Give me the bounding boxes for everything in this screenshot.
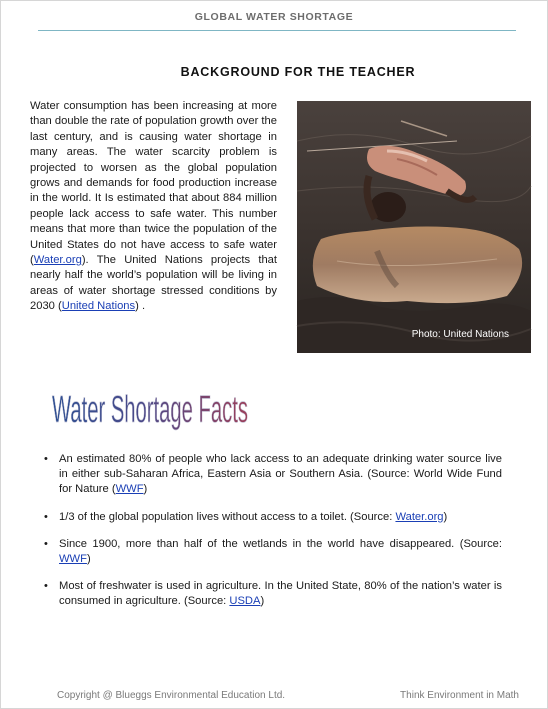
fact-item: • Since 1900, more than half of the wetlands in the world have disappeared. (Source: WWF) xyxy=(42,537,502,567)
wordart-graphic xyxy=(52,382,302,442)
facts-list xyxy=(42,452,502,622)
footer-copyright: Copyright @ Blueggs Environmental Education Ltd. xyxy=(57,690,286,701)
fact-item: • 1/3 of the global population lives without access to a toilet. (Source: Water.org) xyxy=(42,510,502,525)
child-drinking-photo xyxy=(297,101,531,353)
intro-text-2: ). The United Nations projects that nearly half the world’s population will be living in areas of water shortage stressed conditions by 2030 ( xyxy=(30,254,277,313)
wwf-link[interactable]: WWF xyxy=(59,553,87,566)
photo-illustration xyxy=(297,101,531,353)
page-header: GLOBAL WATER SHORTAGE xyxy=(194,11,354,23)
intro-paragraph xyxy=(30,99,277,315)
fact-item: • Most of freshwater is used in agriculture. In the United State, 80% of the nation’s water is consumed in agriculture. (Source: USDA) xyxy=(42,579,502,609)
intro-text-1: Water consumption has been increasing at more than double the rate of population growth over the last century, and is causing water shortage in many areas. The water scarcity problem is projected to worsen as the global population grows and demands for food production increase in the world. It Is estimated that about 884 million people lack access to safe water. This number means that more than twice the population of the United States do not have access to safe water ( xyxy=(30,100,277,267)
water-shortage-facts-wordart xyxy=(52,382,302,442)
usda-link[interactable]: USDA xyxy=(229,595,261,608)
wordart-text: Water Shortage Facts xyxy=(52,388,249,431)
header-divider xyxy=(38,30,516,31)
united-nations-link[interactable]: United Nations xyxy=(61,300,136,313)
water-org-link[interactable]: Water.org xyxy=(395,510,444,523)
intro-text-3: ) . xyxy=(135,300,146,313)
section-title: BACKGROUND FOR THE TEACHER xyxy=(180,65,416,79)
wwf-link[interactable]: WWF xyxy=(115,483,144,496)
footer-tagline: Think Environment in Math xyxy=(400,690,519,701)
photo-credit: Photo: United Nations xyxy=(411,329,509,340)
water-org-link[interactable]: Water.org xyxy=(33,254,82,267)
fact-item: • An estimated 80% of people who lack access to an adequate drinking water source live in either sub-Saharan Africa, Eastern Asia or Southern Asia. (Source: World Wide Fund for Nature (WWF) xyxy=(42,452,502,498)
